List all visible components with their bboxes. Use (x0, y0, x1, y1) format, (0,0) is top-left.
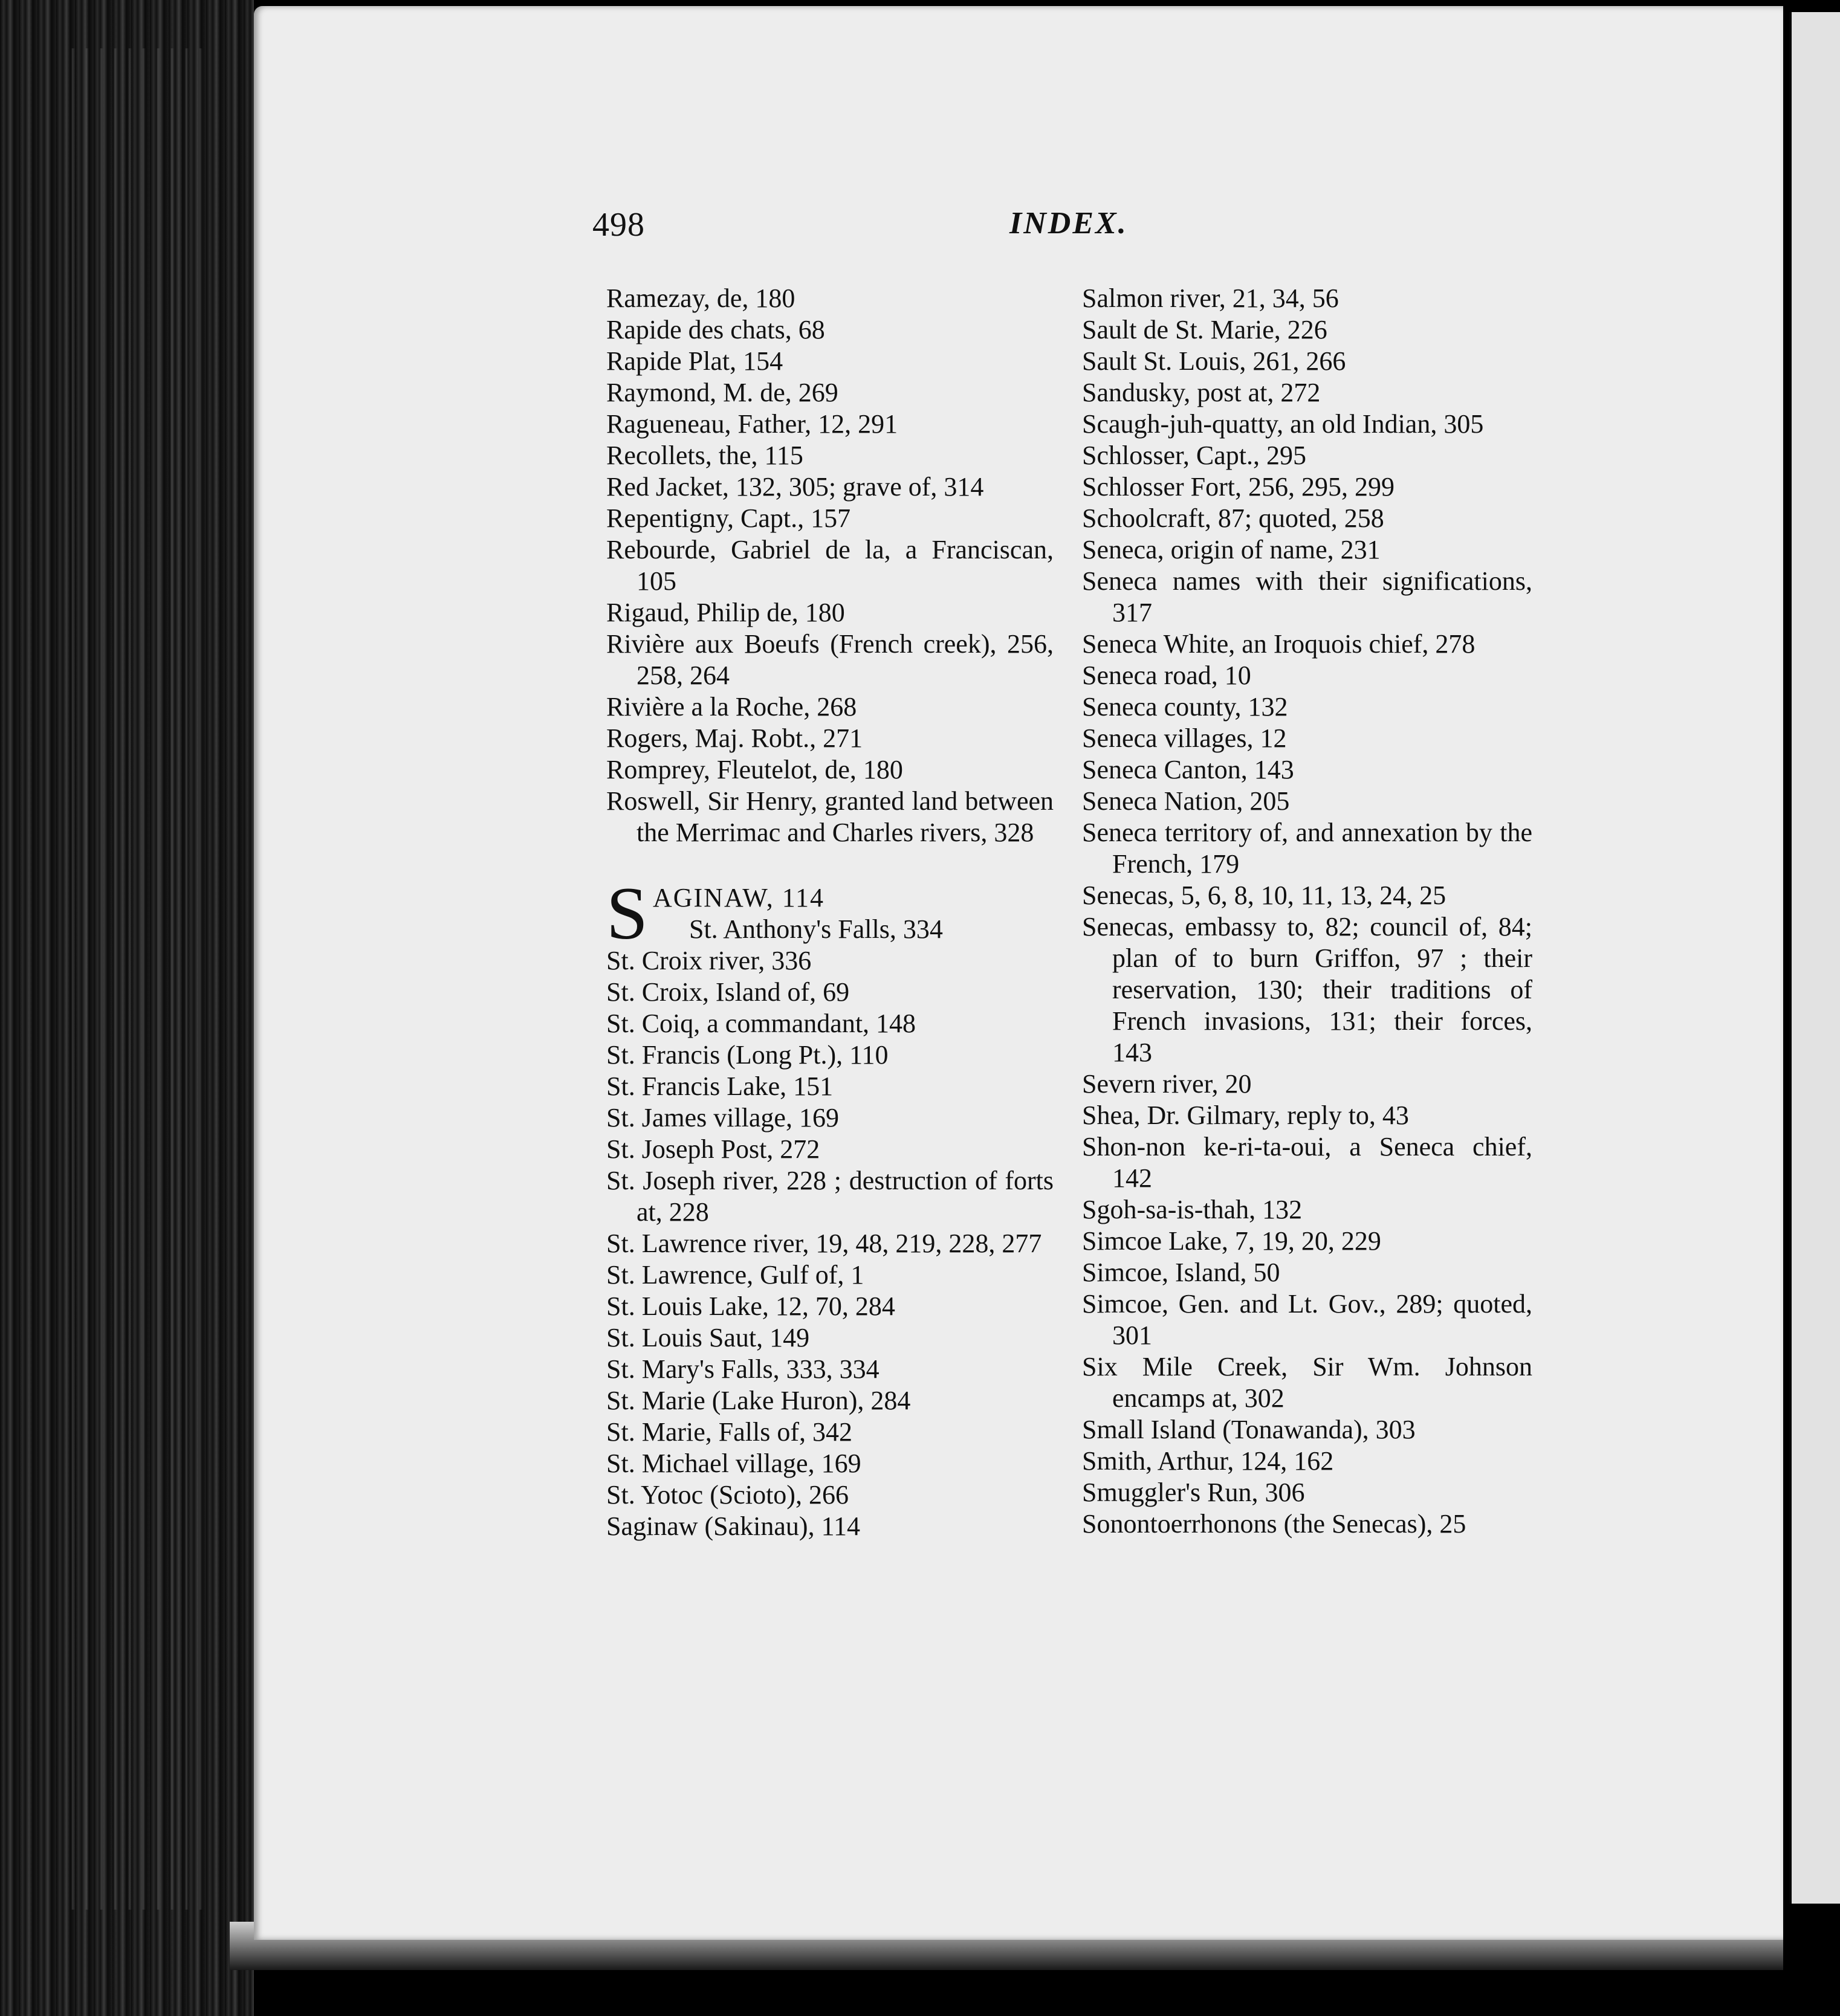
index-entry: Schoolcraft, 87; quoted, 258 (1082, 503, 1384, 533)
index-entry: St. Lawrence, Gulf of, 1 (606, 1260, 864, 1290)
index-entry: Sault St. Louis, 261, 266 (1082, 346, 1346, 376)
index-entry: Seneca county, 132 (1082, 692, 1288, 722)
drop-cap: S (606, 872, 648, 955)
page-edges-texture (60, 48, 206, 1910)
index-entry: Schlosser Fort, 256, 295, 299 (1082, 472, 1395, 502)
index-entry: St. Croix, Island of, 69 (606, 977, 850, 1007)
index-entry: Severn river, 20 (1082, 1069, 1252, 1099)
index-entry: Rapide des chats, 68 (606, 315, 825, 344)
index-entry: St. Francis (Long Pt.), 110 (606, 1040, 889, 1070)
index-entry: Senecas, 5, 6, 8, 10, 11, 13, 24, 25 (1082, 880, 1446, 910)
index-entry: Raymond, M. de, 269 (606, 378, 838, 407)
index-entry: Sgoh-sa-is-thah, 132 (1082, 1195, 1303, 1224)
index-entry: Sonontoerrhonons (the Senecas), 25 (1082, 1509, 1466, 1539)
index-entry: Smith, Arthur, 124, 162 (1082, 1446, 1334, 1476)
index-entry: Schlosser, Capt., 295 (1082, 441, 1306, 470)
index-entry: St. Joseph river, 228 ; destruction of forts at, 228 (606, 1166, 1054, 1227)
index-column-left (606, 283, 1054, 1542)
index-entry: Small Island (Tonawanda), 303 (1082, 1415, 1416, 1444)
right-entries (1082, 283, 1532, 1540)
index-entry: St. Louis Lake, 12, 70, 284 (606, 1291, 895, 1321)
index-entry: Seneca White, an Iroquois chief, 278 (1082, 629, 1476, 659)
index-entry: St. Francis Lake, 151 (606, 1071, 834, 1101)
index-entry: Rogers, Maj. Robt., 271 (606, 723, 863, 753)
index-column-right (1082, 283, 1532, 1540)
index-entry: Sandusky, post at, 272 (1082, 378, 1321, 407)
index-entry: St. James village, 169 (606, 1103, 839, 1132)
next-page-sliver (1789, 12, 1840, 1904)
index-entry: Seneca Nation, 205 (1082, 786, 1290, 816)
index-entry: Sault de St. Marie, 226 (1082, 315, 1327, 344)
index-entry: Red Jacket, 132, 305; grave of, 314 (606, 472, 984, 502)
index-entry: Smuggler's Run, 306 (1082, 1478, 1305, 1507)
index-entry: Simcoe, Gen. and Lt. Gov., 289; quoted, 301 (1082, 1289, 1532, 1350)
index-entry: St. Lawrence river, 19, 48, 219, 228, 277 (606, 1229, 1042, 1258)
section-s-entries (606, 945, 1054, 1542)
index-entry: Six Mile Creek, Sir Wm. Johnson encamps at, 302 (1082, 1352, 1532, 1413)
index-entry: Recollets, the, 115 (606, 441, 803, 470)
index-entry: Seneca names with their significations, 317 (1082, 566, 1532, 627)
index-entry: Seneca road, 10 (1082, 661, 1251, 690)
index-entry: St. Anthony's Falls, 334 (688, 914, 943, 944)
index-entry: Simcoe, Island, 50 (1082, 1258, 1280, 1287)
running-title: INDEX. (1009, 206, 1128, 241)
index-entry: Rivière aux Boeufs (French creek), 256, 258, 264 (606, 629, 1054, 690)
index-entry: Rivière a la Roche, 268 (606, 692, 857, 722)
index-entry: Scaugh-juh-quatty, an old Indian, 305 (1082, 409, 1484, 439)
index-entry: Seneca, origin of name, 231 (1082, 535, 1381, 564)
index-entry: St. Joseph Post, 272 (606, 1134, 820, 1164)
index-entry: St. Michael village, 169 (606, 1449, 861, 1478)
index-entry: Shon-non ke-ri-ta-oui, a Seneca chief, 142 (1082, 1132, 1532, 1193)
index-entry: St. Yotoc (Scioto), 266 (606, 1480, 849, 1510)
index-entry: Senecas, embassy to, 82; council of, 84; plan of to burn Griffon, 97 ; their reservation, 130; their traditions of French invasions, 131; their forces, 143 (1082, 912, 1532, 1067)
index-entry: Ramezay, de, 180 (606, 283, 795, 313)
index-entry: Seneca Canton, 143 (1082, 755, 1294, 784)
index-entry: St. Marie, Falls of, 342 (606, 1417, 852, 1447)
section-heading-text: AGINAW, 114 (652, 883, 825, 913)
left-entries (606, 283, 1054, 848)
index-entry: St. Marie (Lake Huron), 284 (606, 1386, 911, 1415)
index-entry: Seneca villages, 12 (1082, 723, 1287, 753)
index-entry: Romprey, Fleutelot, de, 180 (606, 755, 903, 784)
index-entry: Shea, Dr. Gilmary, reply to, 43 (1082, 1100, 1409, 1130)
section-heading-s (606, 872, 1054, 955)
index-entry: St. Coiq, a commandant, 148 (606, 1009, 916, 1038)
index-entry: Rigaud, Philip de, 180 (606, 598, 845, 627)
page-header (592, 205, 1136, 254)
index-entry: Saginaw (Sakinau), 114 (606, 1511, 860, 1541)
index-entry: Repentigny, Capt., 157 (606, 503, 851, 533)
index-entry: Roswell, Sir Henry, granted land between the Merrimac and Charles rivers, 328 (606, 786, 1054, 847)
page-number: 498 (592, 206, 645, 244)
index-entry: Rebourde, Gabriel de la, a Franciscan, 105 (606, 535, 1054, 596)
index-entry: Ragueneau, Father, 12, 291 (606, 409, 898, 439)
index-entry: Rapide Plat, 154 (606, 346, 783, 376)
index-entry: St. Louis Saut, 149 (606, 1323, 810, 1352)
index-entry: Seneca territory of, and annexation by the French, 179 (1082, 818, 1532, 879)
index-entry: St. Croix river, 336 (606, 946, 812, 975)
index-entry: St. Mary's Falls, 333, 334 (606, 1354, 880, 1384)
book-edge (0, 0, 254, 2016)
index-entry: Simcoe Lake, 7, 19, 20, 229 (1082, 1226, 1381, 1256)
index-entry: Salmon river, 21, 34, 56 (1082, 283, 1339, 313)
